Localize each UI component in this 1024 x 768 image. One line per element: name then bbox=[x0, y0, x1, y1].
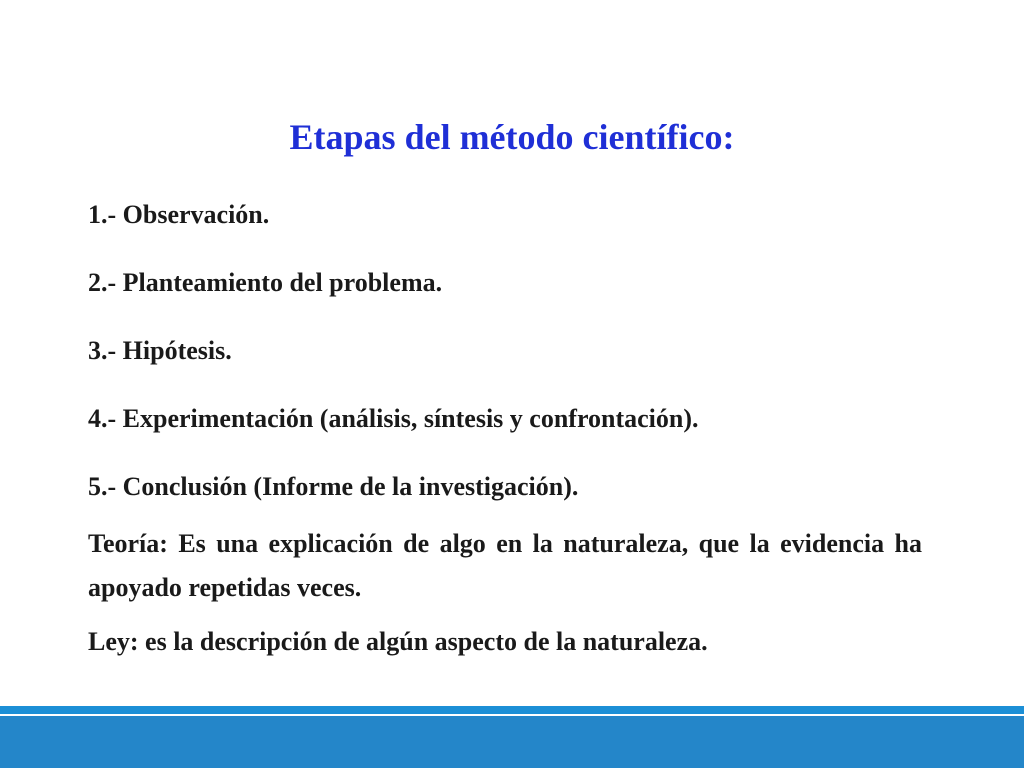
footer-bar bbox=[0, 716, 1024, 768]
step-experimentation: 4.- Experimentación (análisis, síntesis y confrontación). bbox=[88, 404, 699, 433]
footer-accent-line bbox=[0, 706, 1024, 714]
step-observation: 1.- Observación. bbox=[88, 200, 270, 229]
theory-definition: Teoría: Es una explicación de algo en la naturaleza, que la evidencia ha apoyado repetidas veces. bbox=[88, 529, 922, 602]
slide-content bbox=[88, 198, 922, 674]
step-conclusion: 5.- Conclusión (Informe de la investigación). bbox=[88, 472, 579, 501]
step-hypothesis: 3.- Hipótesis. bbox=[88, 336, 232, 365]
law-definition: Ley: es la descripción de algún aspecto de la naturaleza. bbox=[88, 627, 708, 656]
slide-title: Etapas del método científico: bbox=[289, 117, 735, 157]
step-problem: 2.- Planteamiento del problema. bbox=[88, 268, 443, 297]
